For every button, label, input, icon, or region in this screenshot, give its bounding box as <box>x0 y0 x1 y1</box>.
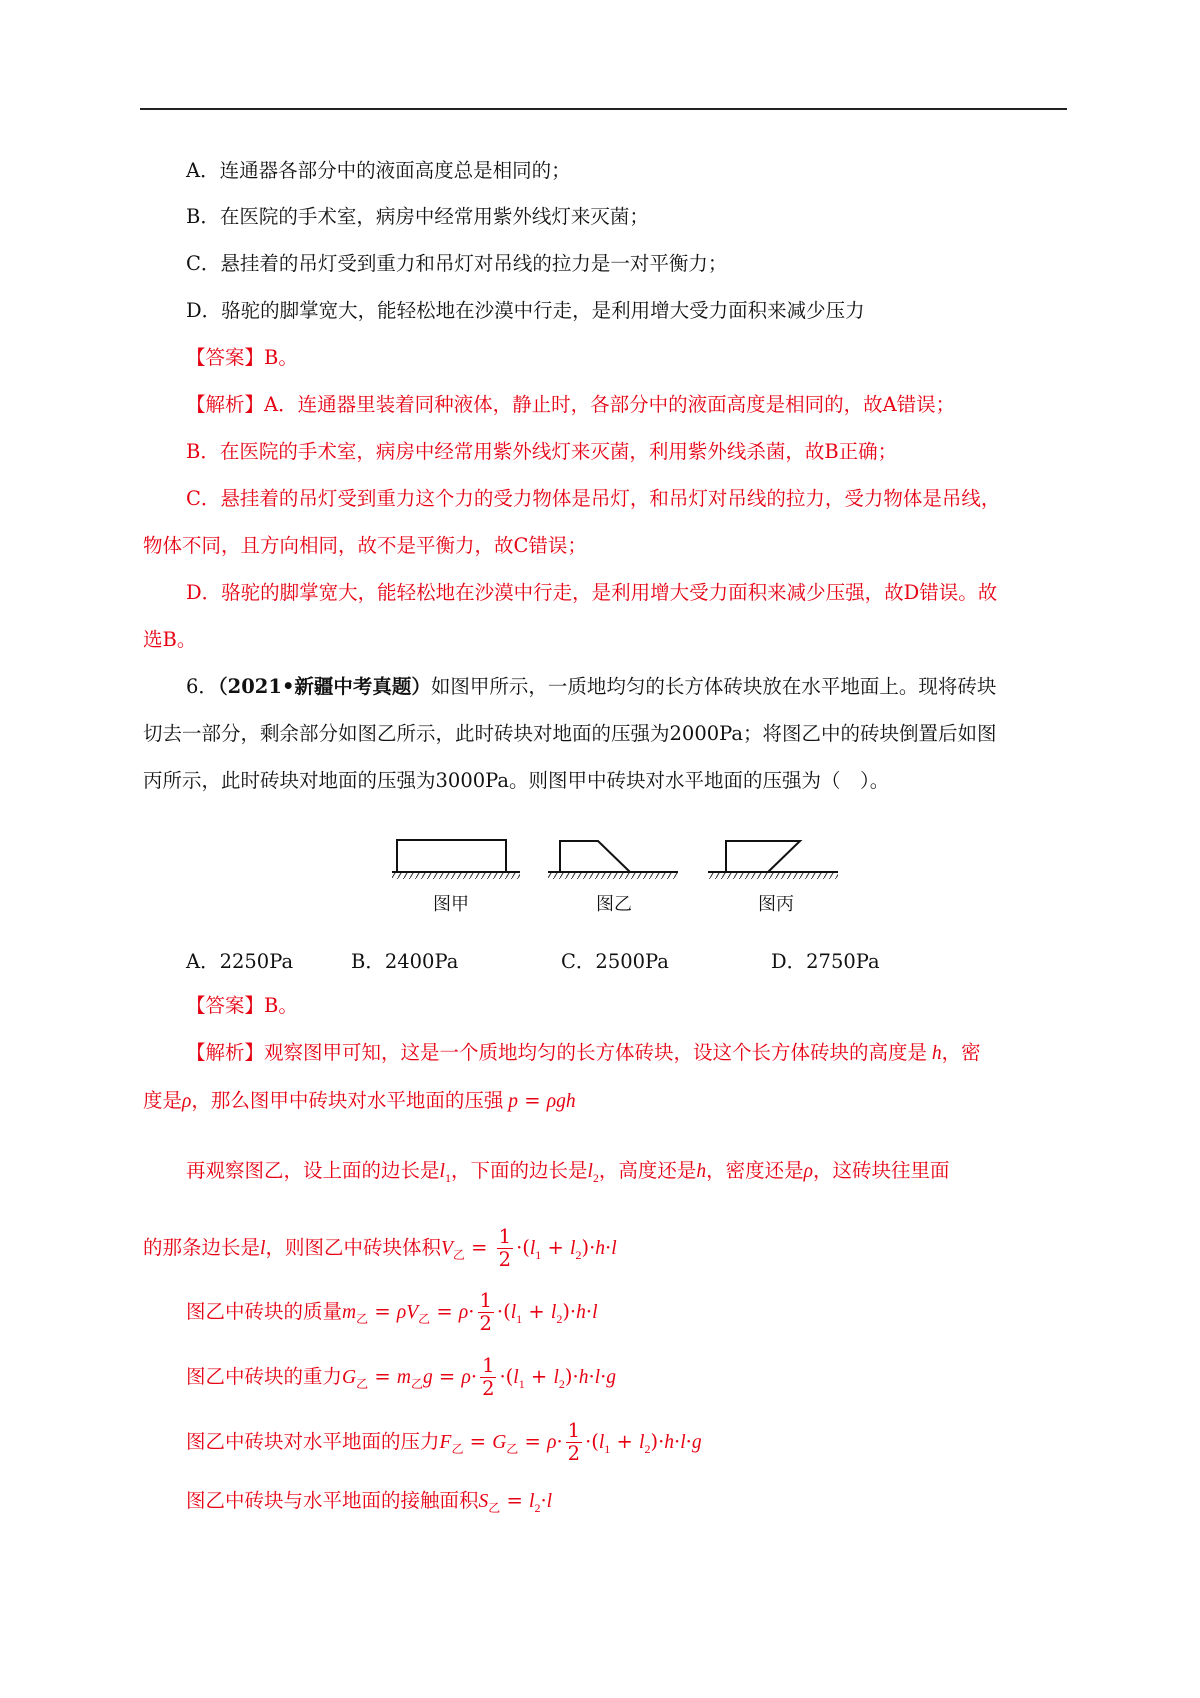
analysis6-line7: 图乙中砖块对水平地面的压力$F_乙 = G_乙 = \rho\cdot$ $\frac{1}{2}$ $\cdot(l_1 + l_2)\cdot h\cdot l\cdot g$ <box>186 1419 702 1465</box>
analysis6-line2: 度是ρ，那么图甲中砖块对水平地面的压强 p = ρgh <box>143 1089 576 1112</box>
answer6: 【答案】B。 <box>186 994 298 1017</box>
option-b-prev: B．在医院的手术室，病房中经常用紫外线灯来灭菌； <box>186 205 649 228</box>
analysis6-text: ，那么图甲中砖块对水平地面的压强 <box>191 1089 504 1112</box>
question-number: 6． <box>186 675 218 698</box>
analysis-prev-line6: 选B。 <box>143 628 197 651</box>
analysis6-text: 【解析】观察图甲可知，这是一个质地均匀的长方体砖块，设这个长方体砖块的高度是 <box>186 1041 928 1064</box>
option-d: D．2750Pa <box>771 950 880 973</box>
analysis6-line1: 【解析】观察图甲可知，这是一个质地均匀的长方体砖块，设这个长方体砖块的高度是 h，密 <box>186 1041 981 1064</box>
analysis-prev-line5: D．骆驼的脚掌宽大，能轻松地在沙漠中行走，是利用增大受力面积来减少压强，故D错误。故 <box>186 581 998 604</box>
analysis6-text: 图乙中砖块的重力 <box>186 1365 343 1388</box>
question-text: 如图甲所示，一质地均匀的长方体砖块放在水平地面上。现将砖块 <box>430 675 997 698</box>
option-d-prev: D．骆驼的脚掌宽大，能轻松地在沙漠中行走，是利用增大受力面积来减少压力 <box>186 299 865 322</box>
analysis6-text: ，密 <box>941 1041 981 1064</box>
analysis6-text: 图乙中砖块的质量 <box>186 1300 343 1323</box>
option-c: C．2500Pa <box>561 950 669 973</box>
analysis6-text: ，这砖块往里面 <box>813 1159 950 1182</box>
analysis6-text: 再观察图乙，设上面的边长是 <box>186 1159 440 1182</box>
analysis6-text: ，高度还是 <box>598 1159 697 1182</box>
figure-label-jia: 图甲 <box>433 894 469 915</box>
analysis6-text: 的那条边长是 <box>143 1236 261 1259</box>
analysis6-line4: 的那条边长是l，则图乙中砖块体积$V_乙$ = $\frac{1}{2}$ $\cdot(l_1 + l_2)\cdot h\cdot l$ <box>143 1225 617 1271</box>
option-c-prev: C．悬挂着的吊灯受到重力和吊灯对吊线的拉力是一对平衡力； <box>186 252 728 275</box>
analysis6-text: ，下面的边长是 <box>450 1159 588 1182</box>
question6-line2: 切去一部分，剩余部分如图乙所示，此时砖块对地面的压强为2000Pa；将图乙中的砖块倒置后如图 <box>143 722 997 745</box>
option-a: A．2250Pa <box>186 950 294 973</box>
analysis6-text: ，则图乙中砖块体积 <box>265 1236 441 1259</box>
analysis6-text: 度是 <box>143 1089 183 1112</box>
analysis-prev-line3: C．悬挂着的吊灯受到重力这个力的受力物体是吊灯，和吊灯对吊线的拉力，受力物体是吊线， <box>186 487 1001 510</box>
analysis6-line6: 图乙中砖块的重力$G_乙 = m_乙g = \rho\cdot$ $\frac{1}{2}$ $\cdot(l_1 + l_2)\cdot h\cdot l\cdot g$ <box>186 1354 617 1400</box>
analysis6-text: 图乙中砖块对水平地面的压力 <box>186 1430 440 1453</box>
analysis-prev-line1: 【解析】A．连通器里装着同种液体，静止时，各部分中的液面高度是相同的，故A错误； <box>186 393 956 416</box>
analysis-prev-line4: 物体不同，且方向相同，故不是平衡力，故C错误； <box>143 534 587 557</box>
option-a-prev: A．连通器各部分中的液面高度总是相同的； <box>186 159 571 182</box>
answer-prev: 【答案】B。 <box>186 346 298 369</box>
figure-yi-brick <box>548 841 678 879</box>
figure-label-yi: 图乙 <box>596 894 632 915</box>
analysis6-text: 图乙中砖块与水平地面的接触面积 <box>186 1489 479 1512</box>
analysis6-line8: 图乙中砖块与水平地面的接触面积$S_乙 = l_2\cdot l$ <box>186 1489 553 1515</box>
figure-label-bing: 图丙 <box>758 894 794 915</box>
analysis-prev-line2: B．在医院的手术室，病房中经常用紫外线灯来灭菌，利用紫外线杀菌，故B正确； <box>186 440 898 463</box>
question6-line1 <box>186 674 996 700</box>
analysis6-line3: 再观察图乙，设上面的边长是$l_1$，下面的边长是$l_2$，高度还是h，密度还是ρ，这砖块往里面 <box>186 1159 950 1185</box>
header-rule <box>140 108 1067 110</box>
analysis6-text: ，密度还是 <box>706 1159 804 1182</box>
question6-line3: 丙所示，此时砖块对地面的压强为3000Pa。则图甲中砖块对水平地面的压强为（ ）。 <box>143 769 890 792</box>
question-source: （2021•新疆中考真题） <box>217 675 431 698</box>
figure-jia-brick <box>392 840 520 879</box>
option-b: B．2400Pa <box>351 950 459 973</box>
figure-bing-brick <box>708 841 838 879</box>
analysis6-line5: 图乙中砖块的质量$m_乙 = \rho V_乙 = \rho\cdot$ $\frac{1}{2}$ $\cdot(l_1 + l_2)\cdot h\cdot l$ <box>186 1289 598 1335</box>
